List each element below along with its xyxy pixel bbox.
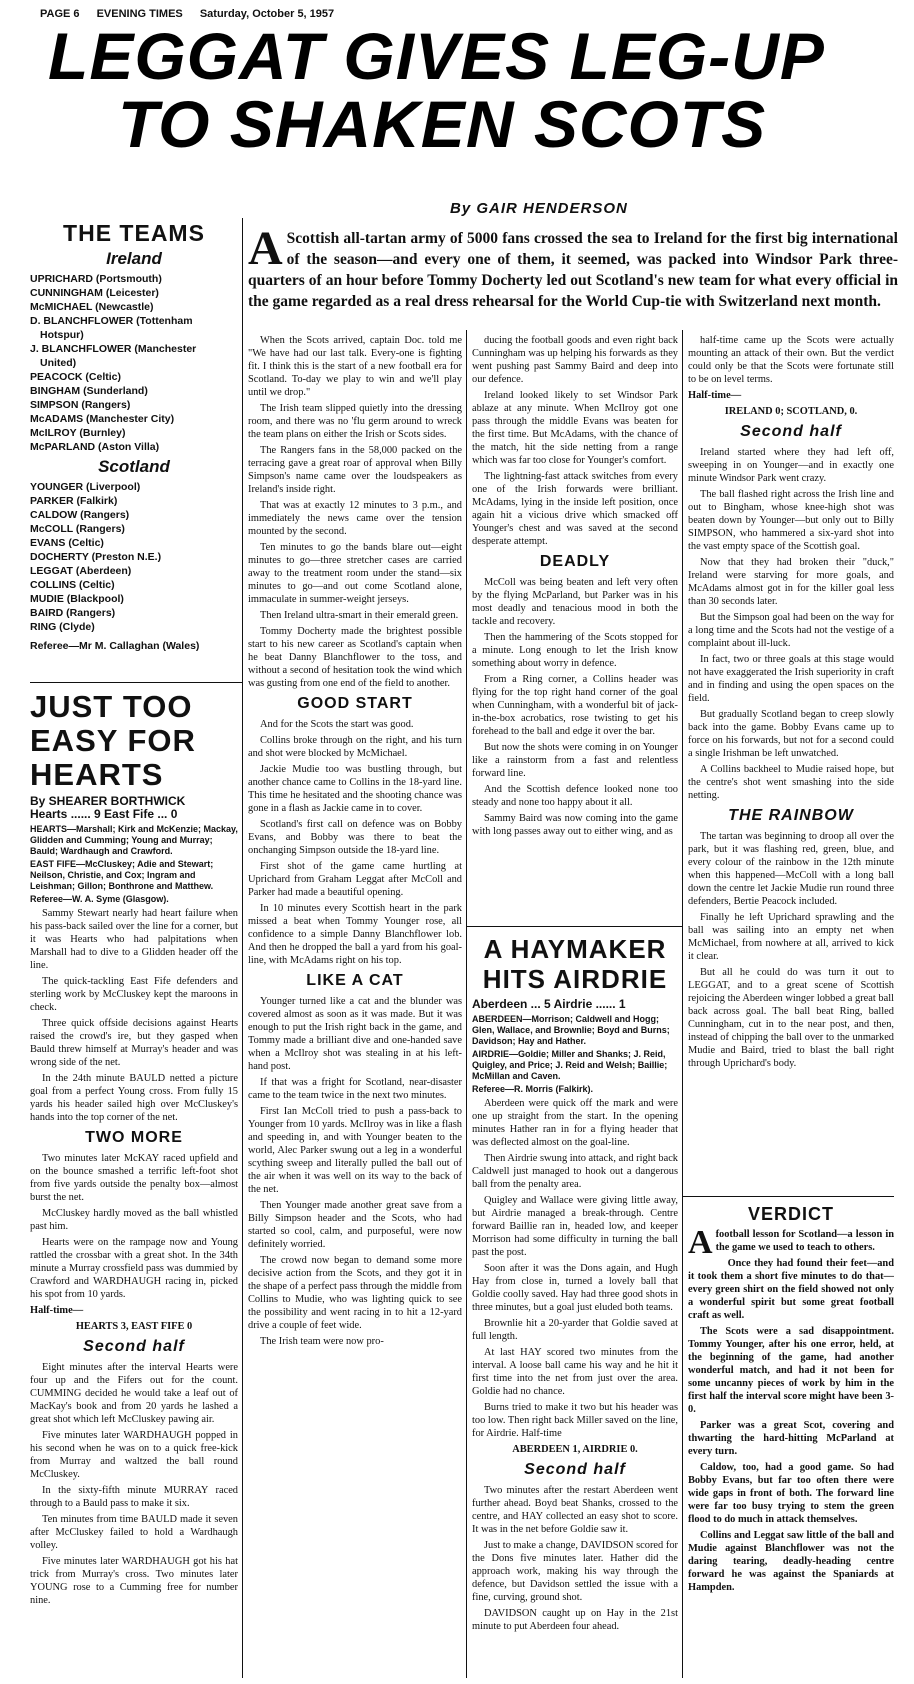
paragraph: Now that they had broken their "duck," Ireland were starving for more goals, and McAdams almost got in for the killer goal less than 30 seconds later. <box>688 557 894 607</box>
headline-line: HEARTS <box>30 757 164 792</box>
lineup: Referee—W. A. Syme (Glasgow). <box>30 894 169 904</box>
paragraph: But all he could do was turn it out to LEGGAT, and to a great scene of Scottish rejoicing the Aberdeen winger lobbed a great ball back across goal. The ball beat Ring, balled Cunningham, cut in to the near post, and then, instead of chipping the ball over to the unmarked Mudie and Baird, tried to blast the ball right through Uprichard's body. <box>688 967 894 1069</box>
paragraph: The Scots were a sad disappointment. Tommy Younger, after his one error, held, at the beginning of the game, had another wonderful match, and had it not been for some uncanny pieces of work by him in the first half the interval score might have been 3-0. <box>688 1326 894 1415</box>
lineup: AIRDRIE—Goldie; Miller and Shanks; J. Reid, Quigley, and Price; J. Reid and Welsh; Baillie; McMillan and Caven. <box>472 1049 668 1081</box>
halftime-label: Half-time— <box>688 390 742 401</box>
halftime-score: IRELAND 0; SCOTLAND, 0. <box>724 406 858 417</box>
section-rule <box>30 682 242 683</box>
paragraph: The lightning-fast attack switches from every one of the Irish forwards were brilliant. McAdams, lying in the inside left position, once again hit a vicious drive which smacked off Younger's chest and was saved at the second desperate attempt. <box>472 471 678 547</box>
player: BINGHAM (Sunderland) <box>30 385 148 397</box>
main-intro <box>248 222 898 312</box>
paragraph: From a Ring corner, a Collins header was flying for the top right hand corner of the goal when Cunningham, with a wonderful bit of jack-in-the-box acrobatics, rose twisting to get his forehead to the ball and edge it over the bar. <box>472 674 678 737</box>
subhead-rainbow: THE RAINBOW <box>728 807 854 824</box>
paragraph: And the Scottish defence looked none too steady and none too happy about it all. <box>472 784 678 808</box>
paragraph: Eight minutes after the interval Hearts were four up and the Fifers out for the count. CUMMING decided he would take a leaf out of MacKay's book and from 20 yards he lashed a great shot which left McCluskey pawing air. <box>30 1362 238 1425</box>
headline-line: A HAYMAKER <box>483 934 667 964</box>
section-rule <box>466 926 682 927</box>
subhead-second-half: Second half <box>83 1338 185 1355</box>
subhead-verdict: VERDICT <box>747 1204 834 1224</box>
player: LEGGAT (Aberdeen) <box>30 565 132 577</box>
paragraph: The quick-tackling East Fife defenders and sterling work by McCluskey kept the maroons in check. <box>30 976 238 1013</box>
paragraph: Sammy Stewart nearly had heart failure when his pass-back sailed over the line for a corner, but it was Hearts who had palpitations when Marshall had to dive to a Glidden header off the line. <box>30 908 238 971</box>
paragraph: Parker was a great Scot, covering and thwarting the hard-hitting McParland at every turn. <box>688 1420 894 1457</box>
main-byline: By GAIR HENDERSON <box>450 200 628 217</box>
paragraph: When the Scots arrived, captain Doc. told me "We have had our last talk. Every-one is fighting fit. I think this is the start of a new football era for Scotland. To-day we play to win and we'll play until we drop." <box>248 335 462 398</box>
airdrie-score: Aberdeen ... 5 Airdrie ...... 1 <box>472 997 626 1011</box>
player: PARKER (Falkirk) <box>30 495 118 507</box>
paragraph: Two minutes later McKAY raced upfield and on the bounce smashed a terrific left-foot shot from five yards outside the penalty box—almost burst the net. <box>30 1153 238 1203</box>
player: PEACOCK (Celtic) <box>30 371 122 383</box>
paragraph: In 10 minutes every Scottish heart in the park missed a beat when Tommy Younger rose, all confidence to a simple Danny Blanchflower lob. And then he dropped the ball a yard from his goal-line, with McAdams right on his top. <box>248 903 462 966</box>
paragraph: The Irish team were now pro- <box>260 1336 384 1347</box>
hearts-score: Hearts ...... 9 East Fife ... 0 <box>30 807 178 821</box>
subhead-like-a-cat: LIKE A CAT <box>306 972 404 989</box>
paragraph: Hearts were on the rampage now and Young rattled the crossbar with a great shot. In the 34th minute a Murray crossfield pass was dummied by Crawford and WARDHAUGH racing in, picked his spot from 10 yards. <box>30 1237 238 1300</box>
column-rule <box>682 330 683 1678</box>
paragraph: Then Ireland ultra-smart in their emerald green. <box>260 610 459 621</box>
subhead-good-start: GOOD START <box>297 695 413 712</box>
paper-name: EVENING TIMES <box>96 8 183 20</box>
paragraph: Tommy Docherty made the brightest possible start to his new career as Scotland's captain when he beat Danny Blanchflower to the toss, and without a second of hesitation took the wind which was gusting from one end of the field to another. <box>248 626 462 689</box>
paragraph: Sammy Baird was now coming into the game with long passes away out to either wing, and as <box>472 813 678 837</box>
paragraph: Three quick offside decisions against Hearts raised the crowd's ire, but they gasped when Bauld threw himself at Murray's header and was wrong side of the net. <box>30 1018 238 1068</box>
halftime-label: Half-time— <box>30 1305 84 1316</box>
headline-line-1: LEGGAT GIVES LEG-UP <box>48 19 825 93</box>
paragraph: Jackie Mudie too was bustling through, but another chance came to Collins in the 18-yard line. This time he hesitated and the shooting chance was gone in a flash as Jackie came in to cover. <box>248 764 462 814</box>
player: YOUNGER (Liverpool) <box>30 481 141 493</box>
paragraph: Just to make a change, DAVIDSON scored for the Dons five minutes later. Hather did the approach work, making his way through the defence, but Davidson settled the issue with a fine, curving, ground shot. <box>472 1540 678 1603</box>
paragraph: The ball flashed right across the Irish line and out to Bingham, whose knee-high shot was beaten down by Younger—but only out to Billy SIMPSON, who hammered a six-yard shot into the vast empty space of the Scottish goal. <box>688 489 894 552</box>
ireland-list <box>30 272 238 454</box>
hearts-headline <box>30 690 238 792</box>
halftime-score: ABERDEEN 1, AIRDRIE 0. <box>512 1444 638 1455</box>
paragraph: Soon after it was the Dons again, and Hugh Hay from close in, turned a lovely ball that Goldie coolly saved. Hay had three good shots in three minutes, but a goal just eluded both teams. <box>472 1263 678 1313</box>
main-story-column-1 <box>248 334 462 1678</box>
paragraph: half-time came up the Scots were actually mounting an attack of their own. But the verdict could only be that the Scots were fortunate still to be on level terms. <box>688 335 894 385</box>
player: BAIRD (Rangers) <box>30 607 116 619</box>
paragraph: A Collins backheel to Mudie raised hope, but the centre's shot went smashing into the side netting. <box>688 764 894 801</box>
player: McMICHAEL (Newcastle) <box>30 301 154 313</box>
paragraph: But now the shots were coming in on Younger like a rainstorm from a fast and relentless forward line. <box>472 742 678 779</box>
player: McCOLL (Rangers) <box>30 523 125 535</box>
paragraph: Finally he left Uprichard sprawling and the ball was sailing into an empty net when McMichael, from nowhere at all, arrived to kick it clear. <box>688 912 894 962</box>
player: COLLINS (Celtic) <box>30 579 115 591</box>
player: UPRICHARD (Portsmouth) <box>30 273 162 285</box>
airdrie-headline <box>472 934 678 994</box>
paragraph: ducing the football goods and even right back Cunningham was up helping his forwards as they went pushing past Sammy Baird and deep into our defence. <box>472 335 678 385</box>
player: McILROY (Burnley) <box>30 427 126 439</box>
paragraph: Younger turned like a cat and the blunder was covered almost as soon as it was made. But it was enough to put the Irish right back in the game, and Tommy made a brilliant dive and one-handed save when a McIlroy shot was stealing in at his left-hand post. <box>248 996 462 1072</box>
paragraph: McCluskey hardly moved as the ball whistled past him. <box>30 1208 238 1232</box>
paragraph: But gradually Scotland began to creep slowly back into the game. Bobby Evans came up to force on his forwards, but not for a second could a single Irishman be left unwatched. <box>688 709 894 759</box>
paragraph: In the sixty-fifth minute MURRAY raced through to a Bauld pass to make it six. <box>30 1485 238 1509</box>
lineup: EAST FIFE—McCluskey; Adie and Stewart; Neilson, Christie, and Cox; Ingram and Leishman; Gillon; Bonthrone and Matthew. <box>30 859 214 891</box>
player: McPARLAND (Aston Villa) <box>30 441 160 453</box>
player: CUNNINGHAM (Leicester) <box>30 287 159 299</box>
paragraph: Ten minutes to go the bands blare out—eight minutes to go—three stretcher cases are carried away to the treatment room under the stand—six minutes to go—and out come Scotland alone, immaculate in summer-weight jerseys. <box>248 542 462 605</box>
paragraph: Once they had found their feet—and it took them a short five minutes to do that—every green shirt on the field showed not only a wonderful spirit but some great football craft as well. <box>688 1258 894 1321</box>
ireland-label: Ireland <box>106 249 162 268</box>
verdict-section <box>688 1200 894 1678</box>
hearts-article <box>30 690 238 1678</box>
headline-line-2: TO SHAKEN SCOTS <box>118 87 767 161</box>
player: DOCHERTY (Preston N.E.) <box>30 551 162 563</box>
paragraph: Ireland started where they had left off, sweeping in on Younger—and in exactly one minute Windsor Park went crazy. <box>688 447 894 484</box>
verdict-intro-text: football lesson for Scotland—a lesson in the game we used to teach to others. <box>715 1229 894 1253</box>
player: SIMPSON (Rangers) <box>30 399 131 411</box>
player: Hotspur) <box>40 329 84 341</box>
paragraph: Burns tried to make it two but his header was too low. Then right back Miller saved on the line, for Airdrie. Half-time <box>472 1402 678 1439</box>
scotland-label: Scotland <box>98 457 170 476</box>
column-rule <box>466 330 467 1678</box>
paragraph: The Irish team slipped quietly into the dressing room, and there was no 'flu germ around to wreck the team plans on either the Irish or Scots sides. <box>248 403 462 440</box>
paragraph: Ten minutes from time BAULD made it seven after McCluskey failed to hold a Wardhaugh volley. <box>30 1514 238 1551</box>
player: MUDIE (Blackpool) <box>30 593 124 605</box>
paragraph: In the 24th minute BAULD netted a picture goal from a perfect Young cross. From fully 15 yards his header sailed high over McCluskey's hands into the top corner of the net. <box>30 1073 238 1123</box>
paragraph: Caldow, too, had a good game. So had Bobby Evans, but far too often there were wide gaps in front of both. The forward line were far too busy trying to stem the green flood to do much in attack themselves. <box>688 1462 894 1525</box>
intro-drop-cap: A <box>248 222 283 275</box>
subhead-second-half: Second half <box>524 1461 626 1478</box>
paragraph: That was at exactly 12 minutes to 3 p.m., and immediately the news came over the tension mounted by the second. <box>248 500 462 537</box>
subhead-second-half: Second half <box>740 423 842 440</box>
verdict-drop-cap: A <box>688 1224 713 1261</box>
paragraph: If that was a fright for Scotland, near-disaster came to the team twice in the next two minutes. <box>248 1077 462 1101</box>
section-rule <box>682 1196 894 1197</box>
lineup: ABERDEEN—Morrison; Caldwell and Hogg; Glen, Wallace, and Brownlie; Boyd and Burns; Davidson; Hay and Hather. <box>472 1014 670 1046</box>
paragraph: Ireland looked likely to set Windsor Park ablaze at any minute. When McIlroy got one pass through the middle Evans was beaten for the first time. But McAdams, with the chance of the match, hit the side netting from a range which was far too close for Younger's comfort. <box>472 390 678 466</box>
paragraph: Brownlie hit a 20-yarder that Goldie saved at full length. <box>472 1318 678 1342</box>
hearts-byline: By SHEARER BORTHWICK <box>30 794 186 808</box>
player: J. BLANCHFLOWER (Manchester <box>30 343 197 355</box>
main-story-column-3 <box>688 334 894 1192</box>
headline-line: EASY FOR <box>30 723 196 758</box>
player: United) <box>40 357 77 369</box>
paragraph: Then Airdrie swung into attack, and right back Caldwell just managed to hook out a dangerous ball from the penalty area. <box>472 1153 678 1190</box>
paragraph: Collins and Leggat saw little of the ball and Mudie against Blanchflower was not the daring tearing, deadly-heading centre forward he was against the Spaniards at Hampden. <box>688 1530 894 1593</box>
issue-date: Saturday, October 5, 1957 <box>199 8 335 20</box>
main-story-column-2 <box>472 334 678 922</box>
lineup: HEARTS—Marshall; Kirk and McKenzie; Mackay, Glidden and Cumming; Young and Murray; Bauld; Wardhaugh and Crawford. <box>30 824 238 856</box>
teams-title: THE TEAMS <box>63 220 205 246</box>
headline-line: HITS AIRDRIE <box>482 964 668 994</box>
paragraph: Collins broke through on the right, and his turn and shot were blocked by McMichael. <box>248 735 462 759</box>
paragraph: The Rangers fans in the 58,000 packed on the terracing gave a great roar of approval when Billy Simpson's name came over the loudspeakers as Ireland's inside right. <box>248 445 462 495</box>
player: CALDOW (Rangers) <box>30 509 130 521</box>
referee: Referee—Mr M. Callaghan (Wales) <box>30 640 200 652</box>
lineup: Referee—R. Morris (Falkirk). <box>472 1084 594 1094</box>
paragraph: Five minutes later WARDHAUGH popped in his second when he was on to a quick free-kick from Murray and waltzed the ball round McCluskey. <box>30 1430 238 1480</box>
paragraph: Five minutes later WARDHAUGH got his hat trick from Murray's cross. Two minutes later YOUNG rose to a Cumming free for number nine. <box>30 1556 238 1606</box>
verdict-intro <box>688 1224 894 1261</box>
paragraph: Then Younger made another great save from a Billy Simpson header and the Scots, who had started so cool, calm, and purposeful, were now definitely worried. <box>248 1200 462 1250</box>
paragraph: The crowd now began to demand some more decisive action from the Scots, and they got it in the shape of a perfect pass through the middle from Collins to Mudie, who was lighting quick to see the possibility and went racing in to hit a 12-yard drive a couple of feet wide. <box>248 1255 462 1331</box>
teams-box <box>30 220 238 680</box>
subhead-deadly: DEADLY <box>539 553 611 570</box>
airdrie-article <box>472 934 678 1678</box>
paragraph: Two minutes after the restart Aberdeen went further ahead. Boyd beat Shanks, crossed to the centre, and HAY collected an easy shot to score. It was in the net before Goldie saw it. <box>472 1485 678 1535</box>
player: RING (Clyde) <box>30 621 95 633</box>
paragraph: But the Simpson goal had been on the way for a long time and the Scots had not the vestige of a complaint about ill-luck. <box>688 612 894 649</box>
main-headline <box>38 19 894 161</box>
paragraph: Scotland's first call on defence was on Bobby Evans, and Bobby was there to beat the onchanging Simpson outside the 18-yard line. <box>248 819 462 856</box>
intro-text: Scottish all-tartan army of 5000 fans crossed the sea to Ireland for the first big international of the season—and every one of them, it seemed, was packed into Windsor Park three-quarters of an hour before Tommy Docherty led out Scotland's new team for what every official in the game regarded as a real dress rehearsal for the World Cup-tie with Switzerland next month. <box>248 230 898 310</box>
paragraph: McColl was being beaten and left very often by the flying McParland, but Parker was in his most deadly and tenacious mood in both the tackle and recovery. <box>472 577 678 627</box>
player: D. BLANCHFLOWER (Tottenham <box>30 315 193 327</box>
paragraph: DAVIDSON caught up on Hay in the 21st minute to put Aberdeen four ahead. <box>472 1608 678 1632</box>
paragraph: At last HAY scored two minutes from the interval. A loose ball came his way and he hit it first time into the net from just over the area. Goldie had no chance. <box>472 1347 678 1397</box>
column-rule <box>242 218 243 1678</box>
paragraph: The tartan was beginning to droop all over the park, but it was flashing red, green, blue, and every colour of the rainbow in the 12th minute when this happened—McColl with a long ball down the centre let Jackie Mudie run round three defenders, Bertie Peacock included. <box>688 831 894 907</box>
paragraph: In fact, two or three goals at this stage would not have exaggerated the Irish superiority in craft and in finding and using the open spaces on the field. <box>688 654 894 704</box>
player: McADAMS (Manchester City) <box>30 413 175 425</box>
paragraph: And for the Scots the start was good. <box>260 719 414 730</box>
subhead-two-more: TWO MORE <box>85 1129 183 1146</box>
halftime-score: HEARTS 3, EAST FIFE 0 <box>75 1321 193 1332</box>
paragraph: Then the hammering of the Scots stopped for a minute. Long enough to let the Irish know something about worry in defence. <box>472 632 678 669</box>
paragraph: Aberdeen were quick off the mark and were one up straight from the start. In the opening minutes Hather ran in for a flying header that was deflected almost on the goal-line. <box>472 1098 678 1148</box>
paragraph: Quigley and Wallace were giving little away, but Airdrie managed a break-through. Centre forward Baillie ran in, headed low, and keeper Morrison had some difficulty in turning the ball past the post. <box>472 1195 678 1258</box>
headline-line: JUST TOO <box>30 690 193 724</box>
page-number: PAGE 6 <box>40 8 80 20</box>
paragraph: First Ian McColl tried to push a pass-back to Younger from 10 yards. McIlroy was in like a flash and speeding in, and with Younger beaten to the world, Alec Parker swung out a leg in a wonderful scything sweep and literally pulled the ball out of the air when it was well on its way to the back of the net. <box>248 1106 462 1195</box>
player: EVANS (Celtic) <box>30 537 104 549</box>
paragraph: First shot of the game came hurtling at Uprichard from Graham Leggat after McColl and Parker had made a beautiful opening. <box>248 861 462 898</box>
scotland-list <box>30 480 238 634</box>
